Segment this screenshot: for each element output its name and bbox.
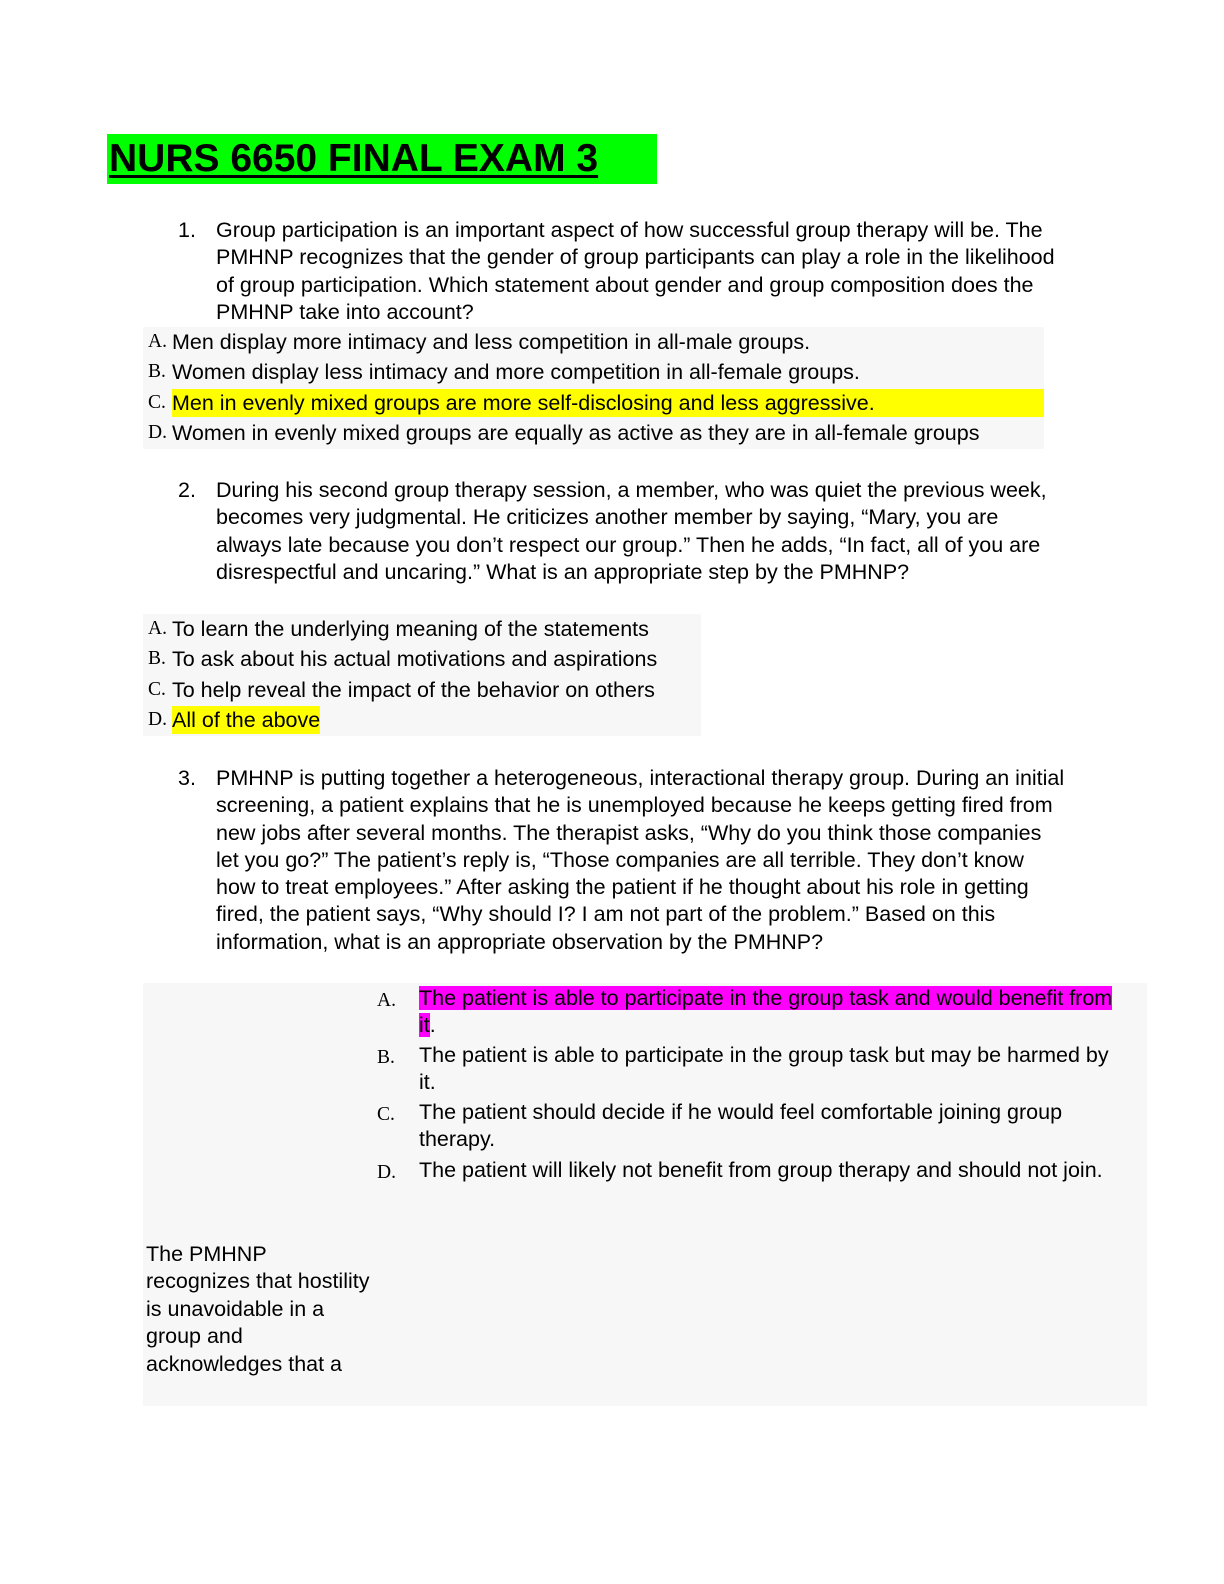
answer-options-q2	[143, 614, 701, 736]
option-d[interactable]	[377, 1157, 1117, 1211]
option-letter: D.	[377, 1162, 396, 1183]
option-c[interactable]	[377, 1099, 1117, 1153]
option-text-highlighted: Men in evenly mixed groups are more self-disclosing and less aggressive.	[172, 389, 1044, 417]
option-text: Women in evenly mixed groups are equally as active as they are in all-female groups	[172, 421, 980, 445]
question-number: 2.	[178, 478, 196, 502]
option-letter: A.	[148, 331, 167, 352]
option-b[interactable]	[377, 1042, 1117, 1096]
option-letter: D.	[148, 709, 167, 730]
option-a[interactable]	[377, 985, 1117, 1039]
option-text-highlighted: All of the above	[172, 708, 321, 732]
option-text-tail: .	[429, 1013, 436, 1037]
option-text-highlighted: The patient is able to participate in the group task and would benefit from it	[419, 986, 1113, 1037]
question-number: 1.	[178, 218, 196, 242]
option-text: To help reveal the impact of the behavior on others	[172, 678, 655, 702]
option-letter: A.	[148, 618, 167, 639]
question-3	[178, 765, 1068, 956]
question-2	[178, 477, 1068, 586]
option-text: Women display less intimacy and more competition in all-female groups.	[172, 360, 860, 384]
option-letter: D.	[148, 422, 167, 443]
option-letter: C.	[377, 1104, 395, 1125]
option-letter: B.	[148, 648, 166, 669]
question-text: PMHNP is putting together a heterogeneous, interactional therapy group. During an initial screening, a patient explains that he is unemployed because he keeps getting fired from new jobs after several months. The therapist asks, “Why do you think those companies let you go?” The patient’s reply is, “Those companies are all terrible. They don’t know how to treat employees.” After asking the patient if he thought about his role in getting fired, the patient says, “Why should I? I am not part of the problem.” Based on this information, what is an appropriate observation by the PMHNP?	[216, 766, 1065, 954]
side-note-text: The PMHNP recognizes that hostility is unavoidable in a group and acknowledges that a	[146, 1242, 370, 1376]
question-number: 3.	[178, 766, 196, 790]
option-text: The patient should decide if he would feel comfortable joining group therapy.	[419, 1100, 1063, 1151]
option-text: To ask about his actual motivations and aspirations	[172, 647, 658, 671]
option-text: To learn the underlying meaning of the statements	[172, 617, 649, 641]
option-list	[377, 983, 1137, 1243]
option-text: The patient is able to participate in the group task but may be harmed by it.	[419, 1043, 1109, 1094]
answer-options-q1	[143, 327, 1044, 449]
option-c[interactable]	[143, 388, 1044, 418]
option-letter: A.	[377, 990, 396, 1011]
option-text: The patient will likely not benefit from group therapy and should not join.	[419, 1158, 1103, 1182]
option-letter: C.	[148, 392, 166, 413]
option-text: Men display more intimacy and less competition in all-male groups.	[172, 330, 811, 354]
page-title: NURS 6650 FINAL EXAM 3	[107, 134, 657, 184]
question-text: During his second group therapy session, a member, who was quiet the previous week, becomes very judgmental. He criticizes another member by saying, “Mary, you are always late because you don’t respect our group.” Then he adds, “In fact, all of you are disrespectful and uncaring.” What is an appropriate step by the PMHNP?	[216, 478, 1047, 584]
option-letter: B.	[148, 361, 166, 382]
question-text: Group participation is an important aspect of how successful group therapy will be. The PMHNP recognizes that the gender of group participants can play a role in the likelihood of group participation. Which statement about gender and group composition does the PMHNP take into account?	[216, 218, 1055, 324]
option-letter: B.	[377, 1047, 395, 1068]
option-text	[419, 985, 1129, 1039]
option-letter: C.	[148, 679, 166, 700]
question-1	[178, 217, 1068, 326]
